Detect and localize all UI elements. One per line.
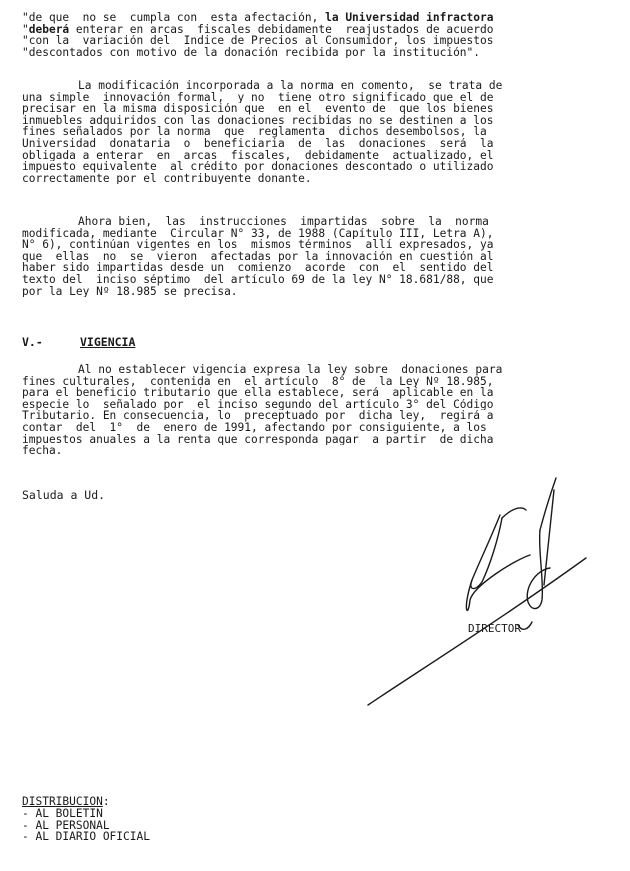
distribution-heading: DISTRIBUCION: (22, 795, 110, 808)
text-line: precisar en la misma disposición que en el evento de que los bienes (22, 103, 494, 115)
paragraph-modification (22, 80, 606, 184)
text-line: "con la variación del Indice de Precios al Consumidor, los impuestos (22, 35, 494, 47)
text-line: impuestos anuales a la renta que corresponda pagar a partir de dicha (22, 433, 494, 446)
handwritten-signature (350, 470, 590, 720)
text-line: para el beneficio tributario que ella establece, será aplicable en la (22, 387, 494, 399)
text-line: Ahora bien, las instrucciones impartidas sobre la norma (78, 216, 489, 228)
text-line: especie lo señalado por el inciso segundo del artículo 3° del Código (22, 398, 494, 411)
text-line: Universidad donataria o beneficiaria de las donaciones será la (22, 137, 494, 150)
text-line: fecha. (22, 445, 63, 457)
section-number: V.- (22, 335, 43, 349)
distribution-block (22, 796, 150, 843)
text-line: haber sido impartidas desde un comienzo acorde con el sentido del (22, 262, 494, 274)
text-line: Al no establecer vigencia expresa la ley sobre donaciones para (78, 364, 503, 376)
section-title: VIGENCIA (80, 335, 136, 349)
text-line: una simple innovación formal, y no tiene otro significado que el de (22, 91, 494, 104)
text-line: que ellas no se vieron afectadas por la innovación en cuestión al (22, 250, 494, 263)
text-line: La modificación incorporada a la norma en comento, se trata de (78, 80, 503, 92)
distribution-item: - AL DIARIO OFICIAL (22, 830, 150, 844)
text-line: N° 6), continúan vigentes en los mismos términos allí expresados, ya (22, 239, 494, 251)
distribution-title: DISTRIBUCION (22, 795, 103, 808)
bold-phrase: la Universidad infractora (325, 12, 494, 24)
closing-salutation: Saluda a Ud. (22, 488, 106, 502)
text-line: fines culturales, contenida en el artículo 8° de la Ley Nº 18.985, (22, 375, 494, 388)
paragraph-vigencia (22, 364, 606, 457)
text-line: por la Ley Nº 18.985 se precisa. (22, 285, 238, 298)
paragraph-continuation (22, 12, 606, 58)
bold-word: deberá (28, 23, 70, 36)
text-line: modificada, mediante Circular N° 33, de 1988 (Capítulo III, Letra A), (22, 227, 494, 240)
text-line: correctamente por el contribuyente donante. (22, 172, 312, 185)
text-line: "descontados con motivo de la donación recibida por la institución". (22, 46, 481, 59)
text-line: inmuebles adquiridos con las donaciones recibidas no se destinen a los (22, 114, 494, 127)
text-line: impuesto equivalente al crédito por donaciones descontado o utilizado (22, 161, 494, 173)
text-line: fines señalados por la norma que reglamenta dichos desembolsos, la (22, 126, 487, 138)
distribution-item: - AL PERSONAL (22, 818, 110, 832)
paragraph-instructions (22, 216, 606, 297)
text-line: "deberá enterar en arcas fiscales debidamente reajustados de acuerdo (22, 23, 494, 36)
signature-label: DIRECTOR (468, 622, 521, 635)
text-line: contar del 1° de enero de 1991, afectando por consiguiente, a los (22, 421, 487, 434)
text-line: Tributario. En consecuencia, lo preceptuado por dicha ley, regirá a (22, 410, 494, 422)
text-line: obligada a enterar en arcas fiscales, debidamente actualizado, el (22, 149, 494, 162)
distribution-item: - AL BOLETIN (22, 806, 103, 820)
text-line: texto del inciso séptimo del artículo 69 de la ley N° 18.681/88, que (22, 273, 494, 286)
section-heading (22, 335, 135, 349)
text-line: "de que no se cumpla con esta afectación, la Universidad infractora (22, 12, 494, 24)
